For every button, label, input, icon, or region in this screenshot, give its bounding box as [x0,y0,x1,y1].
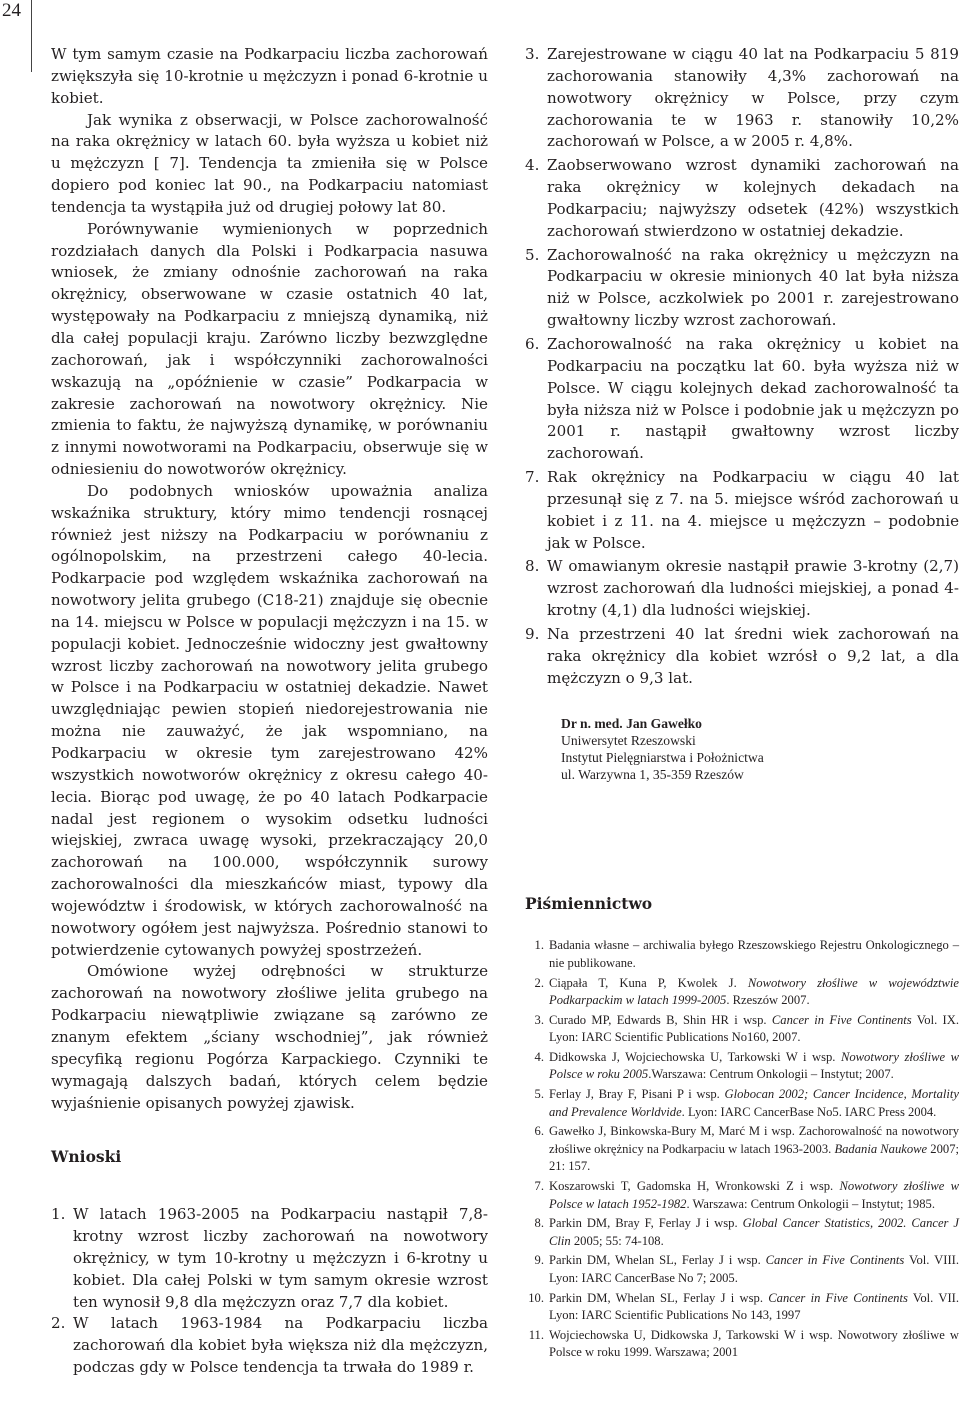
paragraph: Jak wynika z obserwacji, w Polsce zachorowalność na raka okrężnicy w latach 60. była wyższa u kobiet niż u mężczyzn [ 7]. Tendencja ta zmieniła się w Polsce dopiero pod koniec lat 90., na Podkarpaciu natomiast tendencja ta wystąpiła już od drugiej połowy lat 80. [51,110,488,216]
conclusions-list-right [525,44,959,689]
list-item [525,44,959,153]
ref-authors: Ciąpała T, Kuna P, Kwolek J. [549,975,748,990]
margin-rule [31,0,32,72]
ref-number: 5. [534,1087,544,1102]
author-affiliation: Uniwersytet Rzeszowski [561,733,696,749]
ref-authors: Parkin DM, Bray F, Ferlay J i wsp. [549,1216,743,1231]
ref-number: 9. [534,1253,544,1268]
ref-number: 2. [534,975,544,990]
reference-item [525,1086,959,1121]
ref-authors: Gawełko J, Binkowska-Bury M, Marć M i wsp. Zachorowalność na nowotwory złośliwe okrężnicy na Podkarpaciu w latach 1963-2003. [549,1124,959,1156]
conclusions-heading: Wnioski [51,1147,122,1167]
list-item [525,334,959,465]
ref-authors: Wojciechowska U, Didkowska J, Tarkowski W i wsp. Nowotwory złośliwe w Polsce w roku 1999. Warszawa; 2001 [549,1327,959,1360]
left-column [51,44,488,1379]
ref-source: 2005; 55: 74-108. [570,1233,664,1248]
ref-source: Vol. IX. Lyon: IARC Scientific Publications No160, 2007. [549,1012,959,1045]
ref-number: 7. [534,1179,544,1194]
item-text: Zachorowalność na raka okrężnicy u mężczyzn na Podkarpaciu w okresie minionych 40 lat była niższa niż w Polsce, aczkolwiek po 2001 r. zarejestrowano gwałtowny liczby wzrost zachorowań. [547,245,959,330]
reference-item [525,975,959,1010]
item-text: W latach 1963-2005 na Podkarpaciu nastąpił 7,8-krotny wzrost liczby zachorowań na nowotwory okrężnicy, w tym 10-krotny u mężczyzn i 6-krotny u kobiet. Dla całej Polski w tym samym okresie wzrost ten wynosił 9,8 dla mężczyzn oraz 7,7 dla kobiet. [73,1205,488,1311]
item-text: Zaobserwowano wzrost dynamiki zachorowań na raka okrężnicy w kolejnych dekadach na Podkarpaciu; najwyższy odsetek (42%) wszystkich zachorowań stwierdzono w ostatniej dekadzie. [547,156,959,240]
ref-authors: Parkin DM, Whelan SL, Ferlay J i wsp. [549,1290,769,1305]
item-number: 9. [525,624,540,643]
reference-item [525,1252,959,1287]
reference-item [525,1327,959,1362]
item-number: 1. [51,1205,66,1224]
ref-number: 4. [534,1049,544,1064]
reference-item [525,937,959,972]
item-text: Zachorowalność na raka okrężnicy u kobiet na Podkarpaciu na początku lat 60. była wyższa niż w Polsce. W ciągu kolejnych dekad zachorowalność ta była niższa niż w Polsce i podobnie jak u mężczyzn po 2001 r. nastąpił gwałtowny wzrost liczby zachorowań. [547,334,959,463]
list-item [51,1313,488,1379]
ref-authors: Koszarowski T, Gadomska H, Wronkowski Z i wsp. [549,1179,840,1194]
ref-source: 2007; 21: 157. [549,1141,959,1174]
ref-number: 11. [528,1327,544,1342]
paragraph: W tym samym czasie na Podkarpaciu liczba zachorowań zwiększyła się 10-krotnie u mężczyzn i ponad 6-krotnie u kobiet. [51,45,488,107]
right-column [525,44,959,1364]
item-text: W latach 1963-1984 na Podkarpaciu liczba zachorowań dla kobiet była większa niż dla mężczyzn, podczas gdy w Polsce tendencja ta trwała do 1989 r. [73,1314,488,1377]
list-item [525,245,959,332]
item-number: 7. [525,468,540,487]
list-item [525,467,959,554]
ref-title: Global Cancer Statistics, 2002. Cancer J Clin [549,1216,959,1248]
ref-title: Globocan 2002; Cancer Incidence, Mortality and Prevalence Worldvide [549,1087,959,1119]
ref-title: Badania Naukowe [834,1141,928,1156]
author-name: Dr n. med. Jan Gawełko [561,716,702,732]
ref-source: . Warszawa: Centrum Onkologii – Instytut; 1985. [686,1196,935,1211]
ref-title: Nowotwory złośliwe w Polsce w latach 1952-1982 [549,1179,959,1211]
ref-authors: Parkin DM, Whelan SL, Ferlay J i wsp. [549,1253,766,1268]
ref-authors: Badania własne – archiwalia byłego Rzeszowskiego Rejestru Onkologicznego – nie publikowane. [549,938,959,970]
list-item [525,155,959,242]
page-number: 24 [2,0,21,21]
reference-item [525,1012,959,1047]
item-text: Rak okrężnicy na Podkarpaciu w ciągu 40 lat przesunął się z 7. na 5. miejsce wśród zachorowań u kobiet i z 11. na 4. miejsce u mężczyzn – podobnie jak w Polsce. [547,468,959,552]
ref-source: .Warszawa: Centrum Onkologii – Instytut; 2007. [648,1067,894,1082]
ref-number: 3. [534,1012,544,1027]
reference-item [525,1049,959,1084]
references-list [525,937,959,1362]
ref-authors: Ferlay J, Bray F, Pisani P i wsp. [549,1087,725,1102]
author-institute: Instytut Pielęgniarstwa i Położnictwa [561,750,764,766]
reference-item [525,1178,959,1213]
item-number: 4. [525,156,540,175]
item-number: 6. [525,334,540,353]
ref-source: . Lyon: IARC CancerBase No5. IARC Press 2004. [681,1104,937,1119]
list-item [51,1204,488,1313]
paragraph: Omówione wyżej odrębności w strukturze zachorowań na nowotwory złośliwe jelita grubego na Podkarpaciu niewątpliwie związane są zarówno ze znanym efektem „ściany wschodniej”, jak również specyfiką regionu Pogórza Karpackiego. Czynniki te wymagają dalszych badań, których celem będzie wyjaśnienie opisanych powyżej zjawisk. [51,962,488,1112]
item-text: Na przestrzeni 40 lat średni wiek zachorowań na raka okrężnicy dla kobiet wzrósł o 9,2 lat, a dla mężczyzn o 9,3 lat. [547,624,959,687]
paragraph: Do podobnych wniosków upoważnia analiza wskaźnika struktury, który mimo tendencji rosnącej również jest niższy na Podkarpaciu w porównaniu z ogólnopolskim, na przestrzeni całego 40-lecia. Podkarpacie pod względem wskaźnika zachorowań na nowotwory jelita grubego (C18-21) znajduje się obecnie na 14. miejscu w Polsce w populacji mężczyzn i na 15. w populacji kobiet. Jednocześnie widoczny jest gwałtowny wzrost liczby zachorowań na nowotwory jelita grubego w Polsce i na Podkarpaciu w ostatniej dekadzie. Nawet uwzględniając pewien stopień niedorejestrowania nie można nie zauważyć, że jak wspomniano, na Podkarpaciu w okresie tym zarejestrowano 42% wszystkich nowotworów okrężnicy z okresu całego 40-lecia. Biorąc pod uwagę, że po 40 latach Podkarpacie nadal jest regionem o wysokim odsetku ludności wiejskiej, zwraca uwagę wysoki, przekraczający 20,0 zachorowań na 100.000, współczynnik surowy zachorowalności dla mieszkańców miast, typowy dla województw i środowisk, w których zachorowalność na nowotwory ogółem jest najwyższa. Pośrednio stanowi to potwierdzenie cytowanych powyżej spostrzeżeń. [51,481,488,959]
ref-source: . Rzeszów 2007. [726,993,810,1008]
ref-number: 6. [534,1124,544,1139]
item-text: Zarejestrowane w ciągu 40 lat na Podkarpaciu 5 819 zachorowania stanowiły 4,3% zachorowań na nowotwory okrężnicy w Polsce, przy czym zachorowania te w 1963 r. stanowiły 10,2% zachorowań w Polsce, a w 2005 r. 4,8%. [547,45,959,151]
ref-authors: Curado MP, Edwards B, Shin HR i wsp. [549,1012,772,1027]
item-number: 5. [525,245,540,264]
item-number: 8. [525,557,540,576]
references-heading: Piśmiennictwo [525,894,653,914]
ref-title: Cancer in Five Continents [768,1290,908,1305]
ref-authors: Didkowska J, Wojciechowska U, Tarkowski W i wsp. [549,1049,841,1064]
ref-title: Nowotwory złośliwe w Polsce w roku 2005 [549,1049,959,1082]
ref-title: Cancer in Five Continents [765,1253,905,1268]
author-address: ul. Warzywna 1, 35-359 Rzeszów [561,767,744,783]
ref-number: 1. [534,938,544,953]
reference-item [525,1123,959,1176]
item-text: W omawianym okresie nastąpił prawie 3-krotny (2,7) wzrost zachorowań dla ludności miejskiej, a ponad 4-krotny (4,1) dla ludności wiejskiej. [547,557,959,620]
reference-item [525,1215,959,1250]
list-item [525,556,959,622]
ref-title: Nowotwory złośliwe w województwie Podkarpackim w latach 1999-2005 [549,975,959,1008]
item-number: 2. [51,1314,66,1333]
ref-source: Vol. VIII. Lyon: IARC CancerBase No 7; 2005. [549,1253,959,1285]
ref-number: 10. [528,1290,544,1305]
item-number: 3. [525,45,540,63]
author-block [561,715,959,783]
conclusions-list-left [51,1204,488,1379]
ref-title: Cancer in Five Continents [771,1012,912,1027]
reference-item [525,1290,959,1325]
ref-source: Vol. VII. Lyon: IARC Scientific Publications No 143, 1997 [549,1290,959,1323]
list-item [525,624,959,690]
ref-number: 8. [534,1216,544,1231]
paragraph: Porównywanie wymienionych w poprzednich rozdziałach danych dla Polski i Podkarpacia nasuwa wniosek, że zmiany odnośnie zachorowań na raka okrężnicy, obserwowane w czasie ostatnich 40 lat, występowały na Podkarpaciu z mniejszą dynamiką, niż dla całej populacji kraju. Zarówno liczby bezwzględne zachorowań, jak i współczynniki zachorowalności wskazują na „opóźnienie w czasie” Podkarpacia w zakresie zachorowań na nowotwory okrężnicy. Nie zmienia to faktu, że najwyższą dynamikę, w porównaniu z innymi nowotworami na Podkarpaciu, obserwuje się w odniesieniu do nowotworów okrężnicy. [51,219,488,479]
